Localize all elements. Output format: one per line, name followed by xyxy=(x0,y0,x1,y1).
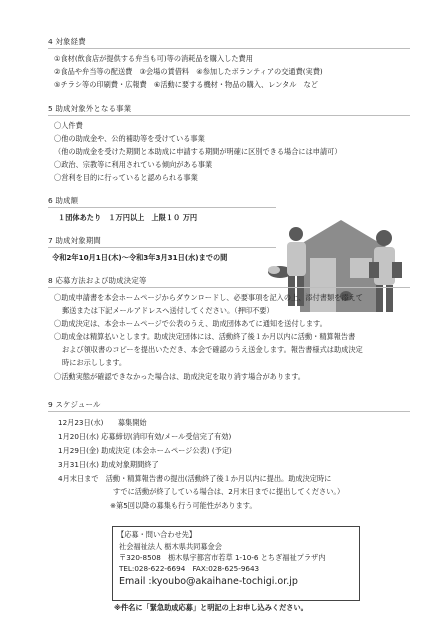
section-7-title: 7 助成対象期間 xyxy=(48,236,101,246)
contact-phone: TEL:028-622-6694 FAX:028-625-9643 xyxy=(119,564,260,573)
section-7-heading xyxy=(48,235,276,248)
contact-address: 〒320-8508 栃木県宇都宮市若草 1-10-6 とちぎ福祉プラザ内 xyxy=(119,553,326,562)
sec5-line-4: 〇政治、宗教等に利用されている傾向がある事業 xyxy=(54,160,213,169)
sec8-line-3: 〇助成決定は、本会ホームページで公表のうえ、助成団体あてに通知を送付します。 xyxy=(54,319,327,328)
schedule-line-5: 4月末日まで 活動・精算報告書の提出(活動終了後１か月以内に提出。助成決定時に xyxy=(58,474,332,483)
volunteer-left-head xyxy=(289,227,303,241)
schedule-line-4: 3月31日(水) 助成対象期間終了 xyxy=(58,460,159,469)
sec8-line-1: 〇助成申請書を本会ホームページからダウンロードし、必要事項を記入の上、添付書類を添えて xyxy=(54,293,363,302)
sec4-line-2: ②食品や弁当等の配送費 ③会場の賃借料 ④参加したボランティアの交通費(実費) xyxy=(54,67,323,76)
section-8-heading xyxy=(48,275,410,288)
volunteer-right-head xyxy=(376,230,392,246)
subject-note: ※件名に「緊急助成応募」と明記の上お申し込みください。 xyxy=(114,603,308,612)
sec4-line-3: ⑤チラシ等の印刷費・広報費 ⑥活動に要する機材・物品の購入、レンタル など xyxy=(54,80,318,89)
contact-org: 社会福祉法人 栃木県共同募金会 xyxy=(119,542,222,551)
contact-heading: 【応募・問い合わせ先】 xyxy=(117,530,197,539)
schedule-line-3: 1月29日(金) 助成決定 (本会ホームページ公表) (予定) xyxy=(58,446,232,455)
sec5-line-5: 〇営利を目的に行っていると認められる事業 xyxy=(54,173,198,182)
section-5-title: 5 助成対象外となる事業 xyxy=(48,104,132,114)
volunteer-left-body xyxy=(287,242,306,276)
schedule-line-1: 12月23日(水) 募集開始 xyxy=(58,418,147,427)
sec5-line-1: 〇人件費 xyxy=(54,121,83,130)
sec7-period: 令和2年10月1日(木)～令和3年3月31日(水)までの間 xyxy=(52,253,228,262)
section-9-title: 9 スケジュール xyxy=(48,400,101,410)
section-9-heading xyxy=(48,399,410,412)
sec4-line-1: ①食材(飲食店が提供する弁当も可)等の消耗品を購入した費用 xyxy=(54,54,253,63)
contact-email-link[interactable]: Email :kyoubo@akaihane-tochigi.or.jp xyxy=(119,576,298,587)
contact-box xyxy=(112,526,360,601)
sec8-line-7: 〇活動実態が確認できなかった場合は、助成決定を取り消す場合があります。 xyxy=(54,372,305,381)
volunteer-right-leg-1 xyxy=(376,285,383,312)
schedule-note: ※第5回以降の募集も行う可能性があります。 xyxy=(110,501,257,510)
vegetable xyxy=(268,266,280,274)
section-4-heading xyxy=(48,36,410,49)
section-8-title: 8 応募方法および助成決定等 xyxy=(48,276,147,286)
sec5-line-2: 〇他の助成金や、公的補助等を受けている事業 xyxy=(54,134,205,143)
schedule-line-2: 1月20日(水) 応募締切(消印有効/メール受信完了有効) xyxy=(58,432,232,441)
section-6-title: 6 助成額 xyxy=(48,196,79,206)
sec8-line-6: 時にお示しします。 xyxy=(62,358,127,367)
section-5-heading xyxy=(48,103,410,116)
schedule-line-6: すでに活動が終了している場合は、2月末日までに提出してください。） xyxy=(113,487,345,496)
sec8-line-5: および領収書のコピーを提出いただき、本会で確認のうえ送金します。報告書様式は助成決定 xyxy=(62,345,363,354)
volunteer-right-leg-2 xyxy=(386,285,393,312)
sec8-line-4: 〇助成金は精算払いとします。助成決定団体には、活動終了後１か月以内に活動・精算報告書 xyxy=(54,332,356,341)
sec6-amount: １団体あたり １万円以上 上限１０ 万円 xyxy=(58,213,198,222)
sec5-line-3: （他の助成金を受けた期間と本助成に申請する期間が明確に区別できる場合には申請可） xyxy=(54,147,342,156)
section-6-heading xyxy=(48,195,276,208)
section-4-title: 4 対象経費 xyxy=(48,37,86,47)
sec8-line-2: 郵送または下記メールアドレスへ送付してください。（押印不要） xyxy=(62,306,274,315)
